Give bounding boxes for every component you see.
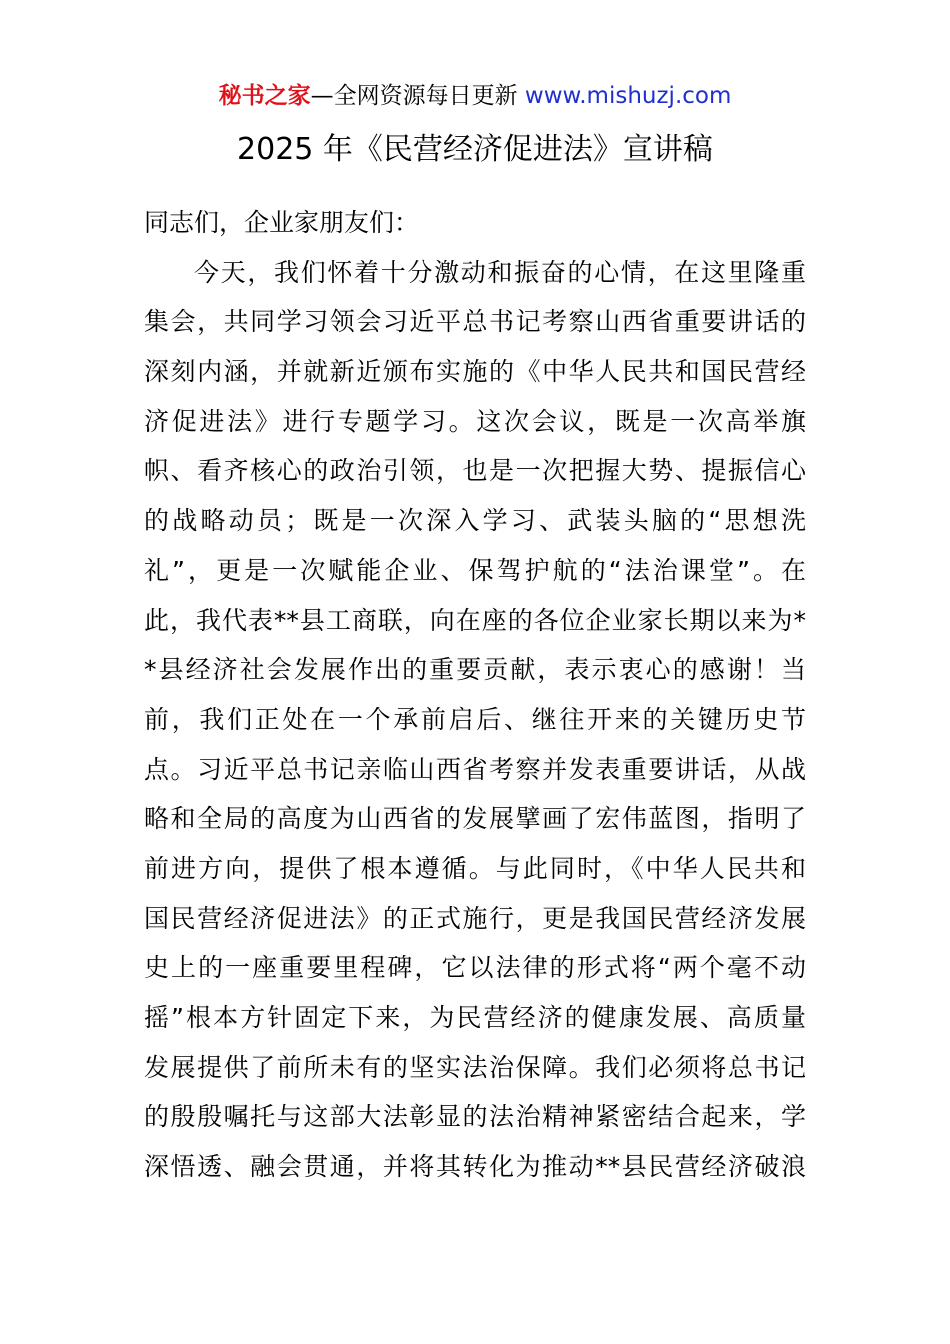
paragraph-line: 史上的一座重要里程碑，它以法律的形式将“两个毫不动 (144, 953, 806, 983)
document-body (144, 198, 806, 1192)
paragraph-line: 深悟透、融会贯通，并将其转化为推动**县民营经济破浪 (144, 1152, 806, 1182)
site-tagline: —全网资源每日更新 (310, 83, 525, 109)
paragraph-line: *县经济社会发展作出的重要贡献，表示衷心的感谢！当 (144, 655, 806, 685)
paragraph-line: 的战略动员；既是一次深入学习、武装头脑的“思想洗 (144, 506, 806, 536)
paragraph-line: 略和全局的高度为山西省的发展擘画了宏伟蓝图，指明了 (144, 804, 806, 834)
site-brand: 秘书之家 (218, 83, 311, 109)
paragraph-line: 点。习近平总书记亲临山西省考察并发表重要讲话，从战 (144, 754, 806, 784)
site-header (0, 80, 950, 112)
paragraph-line: 集会，共同学习领会习近平总书记考察山西省重要讲话的 (144, 307, 806, 337)
paragraph-line: 今天，我们怀着十分激动和振奋的心情，在这里隆重 (194, 257, 806, 287)
paragraph-line: 发展提供了前所未有的坚实法治保障。我们必须将总书记 (144, 1052, 806, 1082)
paragraph-line: 此，我代表**县工商联，向在座的各位企业家长期以来为* (144, 605, 806, 635)
site-url-link[interactable]: www.mishuzj.com (524, 83, 732, 109)
paragraph-line: 济促进法》进行专题学习。这次会议，既是一次高举旗 (144, 406, 806, 436)
paragraph-line: 前进方向，提供了根本遵循。与此同时，《中华人民共和 (144, 853, 806, 883)
salutation-line: 同志们，企业家朋友们： (144, 208, 420, 237)
paragraph-line: 的殷殷嘱托与这部大法彰显的法治精神紧密结合起来，学 (144, 1102, 806, 1132)
paragraph-line: 深刻内涵，并就新近颁布实施的《中华人民共和国民营经 (144, 357, 806, 387)
paragraph-line: 国民营经济促进法》的正式施行，更是我国民营经济发展 (144, 903, 806, 933)
paragraph-line: 前，我们正处在一个承前启后、继往开来的关键历史节 (144, 704, 806, 734)
document-title: 2025 年《民营经济促进法》宣讲稿 (237, 132, 713, 167)
paragraph-line: 帜、看齐核心的政治引领，也是一次把握大势、提振信心 (144, 456, 806, 486)
paragraph-line: 摇”根本方针固定下来，为民营经济的健康发展、高质量 (144, 1003, 806, 1032)
paragraph-line: 礼”，更是一次赋能企业、保驾护航的“法治课堂”。在 (144, 555, 806, 585)
